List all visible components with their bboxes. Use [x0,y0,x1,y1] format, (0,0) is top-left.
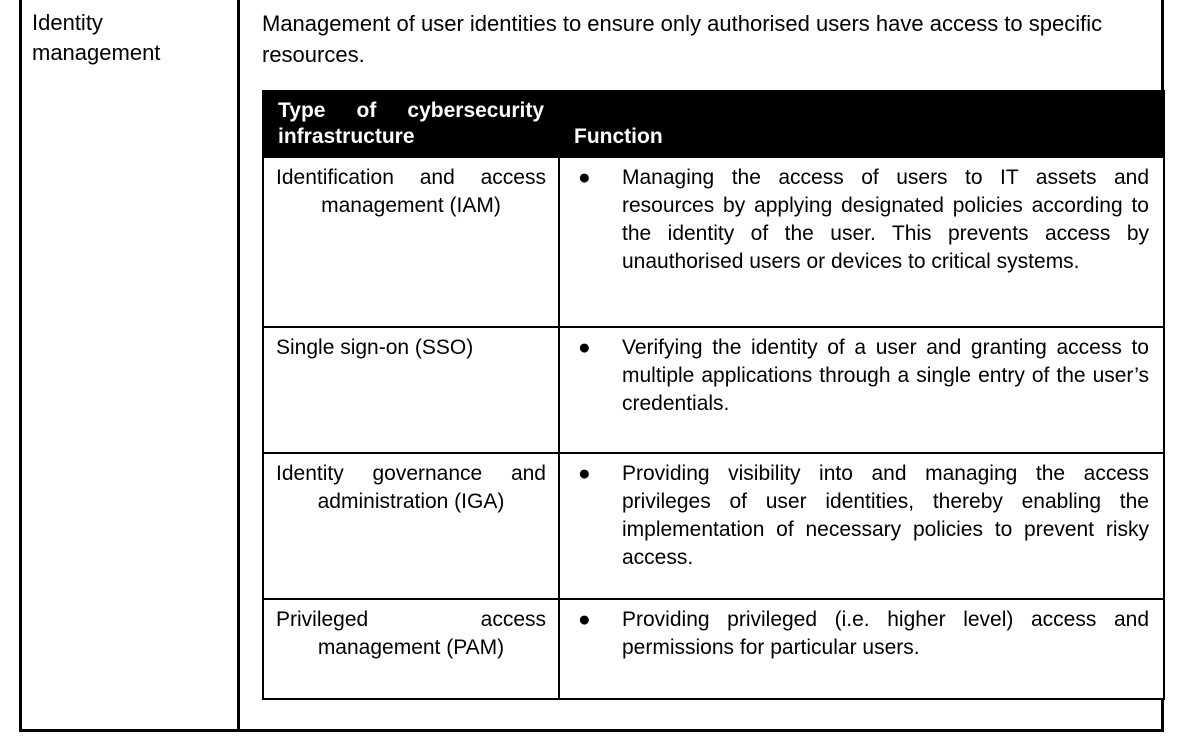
bullet-item [570,334,1149,418]
row-type-cell [263,327,559,453]
bullet-icon: ● [578,462,591,485]
row-type-cell [263,157,559,327]
bullet-icon: ● [578,608,591,631]
row-function-text: Providing privileged (i.e. higher level) access and permissions for particular users. [622,608,1149,659]
function-content [560,454,1163,582]
header-function-text: Function [574,125,663,148]
table-row [263,599,1164,699]
table-row [263,453,1164,599]
row-function-text: Managing the access of users to IT assets and resources by applying designated policies according to the identity of the user. This prevents access by unauthorised users or devices to critical systems. [622,166,1149,273]
row-type-line2: administration (IGA) [317,490,505,513]
function-content [560,158,1163,286]
header-type-line1: Type of cybersecurity [278,99,544,122]
bullet-item [570,164,1149,276]
function-content [560,600,1163,672]
row-function-cell [559,453,1164,599]
row-type-line1: Identification and access [276,166,546,189]
row-type-text [264,600,558,672]
row-type-line1: Single sign-on (SSO) [276,336,474,359]
row-type-text [264,454,558,526]
row-type-line1: Identity governance and [276,462,546,485]
header-cell-function [559,91,1164,157]
inner-table-container [262,90,1163,700]
row-type-text [264,328,558,372]
row-function-text: Providing visibility into and managing the access privileges of user identities, thereby enabling the implementation of necessary policies to prevent risky access. [622,462,1149,569]
row-type-cell [263,599,559,699]
function-content [560,328,1163,428]
bullet-item [570,460,1149,572]
bullet-item [570,606,1149,662]
bullet-icon: ● [578,336,591,359]
row-type-text [264,158,558,230]
header-cell-type [263,91,559,157]
row-type-line2: management (PAM) [317,636,505,659]
row-function-cell [559,599,1164,699]
row-type-cell [263,453,559,599]
inner-table-header-row [263,91,1164,157]
row-type-line2: management (IAM) [321,194,501,217]
outer-table-description-cell [240,0,1175,729]
table-row [263,327,1164,453]
row-function-text: Verifying the identity of a user and granting access to multiple applications through a single entry of the user’s credentials. [622,336,1149,415]
description-paragraph: Management of user identities to ensure only authorised users have access to specific resources. [262,11,1103,67]
inner-table [262,90,1165,700]
row-function-cell [559,157,1164,327]
outer-table [19,0,1164,732]
table-row [263,157,1164,327]
category-label: Identity management [32,10,161,65]
row-type-line1: Privileged access [276,608,546,631]
bullet-icon: ● [578,166,591,189]
header-type-line2: infrastructure [278,125,415,148]
header-type-text [264,92,558,156]
outer-table-category-cell [22,0,240,729]
row-function-cell [559,327,1164,453]
